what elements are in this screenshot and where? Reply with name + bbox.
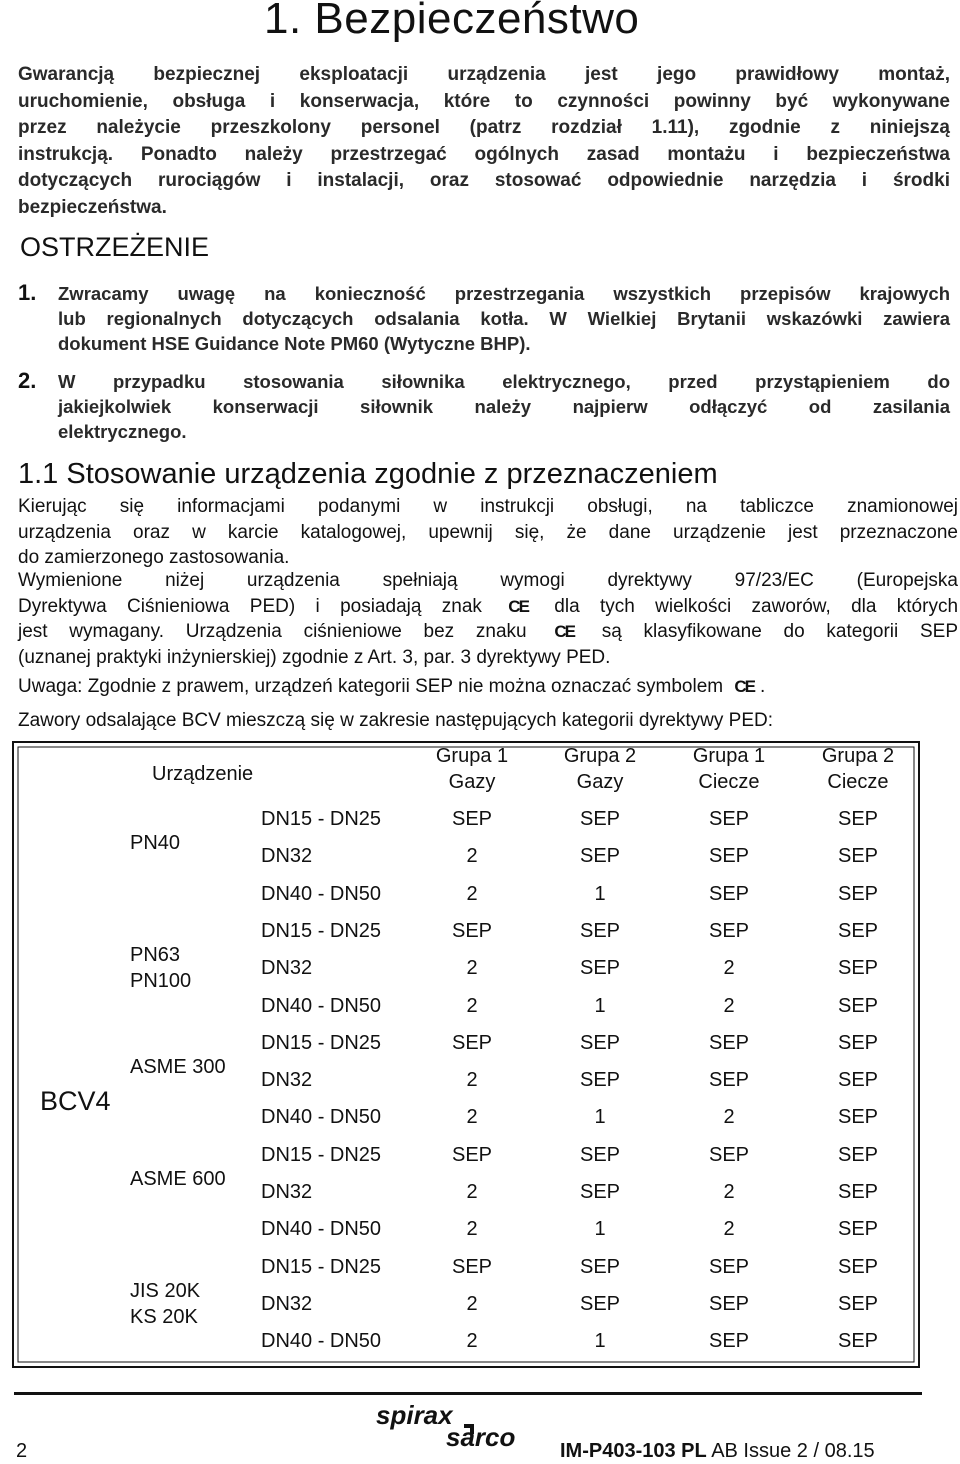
category-cell: 2 [723, 994, 735, 1017]
paragraph-line: dokument HSE Guidance Note PM60 (Wytyczne BHP). [58, 333, 531, 354]
size-label: DN40 - DN50 [261, 882, 382, 905]
category-cell: 2 [466, 1106, 478, 1129]
size-label: DN40 - DN50 [261, 994, 382, 1017]
category-cell: 1 [594, 1330, 606, 1353]
paragraph-line: lub regionalnych dotyczących odsalania kotła. W Wielkiej Brytanii wskazówki zawiera [58, 308, 950, 329]
rating-label: ASME 300 [130, 1055, 226, 1078]
paragraph-line: przez należycie przeszkolony personel (patrz rozdział 1.11), zgodnie z niniejszą [18, 117, 950, 138]
paragraph-line: dotyczących rurociągów i instalacji, oraz stosować odpowiednie narzędzia i środki [18, 170, 950, 191]
category-cell: SEP [451, 919, 493, 942]
paragraph-line: instrukcją. Ponadto należy przestrzegać ogólnych zasad montażu i bezpieczeństwa [18, 143, 950, 165]
category-cell: 2 [723, 957, 735, 980]
model-label: BCV4 [40, 1086, 111, 1116]
column-header: Gazy [576, 771, 624, 793]
category-cell: SEP [837, 1292, 879, 1315]
paragraph-line: Gwarancją bezpiecznej eksploatacji urządzenia jest jego prawidłowy montaż, [18, 64, 950, 85]
category-cell: 2 [466, 957, 478, 980]
rating-label: PN63 [130, 943, 181, 966]
category-cell: SEP [451, 808, 493, 830]
paragraph-line: Wymienione niżej urządzenia spełniają wymogi dyrektywy 97/23/EC (Europejska [18, 570, 958, 591]
paragraph-line: (uznanej praktyki inżynierskiej) zgodnie z Art. 3, par. 3 dyrektywy PED. [18, 646, 611, 668]
category-cell: SEP [708, 1292, 750, 1315]
category-cell: SEP [837, 1181, 879, 1203]
paragraph-line: jest wymagany. Urządzenia ciśnieniowe bez znaku CE są klasyfikowane do kategorii SEP [18, 619, 958, 645]
category-cell: 2 [466, 1330, 478, 1353]
rating-label: KS 20K [130, 1305, 198, 1328]
category-cell: 1 [594, 882, 606, 905]
logo-text-top: spirax [376, 1400, 453, 1430]
paragraph-line: jakiejkolwiek konserwacji siłownik należy najpierw odłączyć od zasilania [58, 396, 950, 417]
category-cell: SEP [579, 845, 621, 868]
category-cell: 2 [723, 1218, 735, 1241]
category-cell: SEP [837, 957, 879, 980]
category-cell: SEP [708, 882, 750, 905]
paragraph-line: do zamierzonego zastosowania. [18, 547, 290, 568]
category-cell: SEP [708, 1330, 750, 1353]
category-cell: 2 [466, 882, 478, 905]
column-header: Ciecze [827, 771, 889, 793]
category-cell: SEP [451, 1031, 493, 1054]
size-label: DN32 [261, 957, 313, 980]
size-label: DN40 - DN50 [261, 1106, 382, 1129]
column-header: Grupa 1 [692, 745, 766, 767]
page-title: 1. Bezpieczeństwo [264, 0, 640, 43]
category-cell: SEP [837, 1143, 879, 1166]
category-cell: SEP [708, 845, 750, 868]
size-label: DN15 - DN25 [261, 1031, 382, 1054]
category-cell: SEP [579, 1031, 621, 1054]
category-cell: SEP [837, 1218, 879, 1241]
intro-paragraph [18, 62, 950, 221]
paragraph-line: bezpieczeństwa. [18, 196, 167, 218]
category-cell: 1 [594, 994, 606, 1017]
column-header: Grupa 1 [435, 745, 509, 767]
category-cell: 2 [466, 1181, 478, 1203]
paragraph-line: Zwracamy uwagę na konieczność przestrzegania wszystkich przepisów krajowych [58, 283, 950, 304]
category-cell: 2 [466, 1218, 478, 1241]
size-label: DN15 - DN25 [261, 1143, 382, 1166]
paragraph-line: Kierując się informacjami podanymi w instrukcji obsługi, na tabliczce znamionowej [18, 496, 958, 517]
rating-label: PN100 [130, 969, 192, 992]
category-cell: SEP [579, 1292, 621, 1315]
category-cell: SEP [837, 919, 879, 942]
category-cell: 2 [466, 1292, 478, 1315]
note-line: Uwaga: Zgodnie z prawem, urządzeń kategorii SEP nie można oznaczać symbolem CE . [18, 676, 766, 697]
spirax-sarco-logo [372, 1400, 552, 1450]
size-label: DN40 - DN50 [261, 1330, 382, 1353]
paragraph-line: Dyrektywa Ciśnieniowa PED) i posiadają znak CE dla tych wielkości zaworów, dla których [18, 594, 958, 620]
category-cell: 2 [723, 1106, 735, 1129]
category-cell: SEP [708, 1143, 750, 1166]
size-label: DN15 - DN25 [261, 808, 382, 830]
category-cell: SEP [579, 957, 621, 980]
category-cell: SEP [451, 1255, 493, 1278]
category-cell: SEP [579, 1069, 621, 1092]
section-paragraph [18, 494, 958, 571]
category-cell: SEP [708, 1069, 750, 1092]
warning-item-text [58, 281, 950, 356]
section-title: 1.1 Stosowanie urządzenia zgodnie z przeznaczeniem [18, 458, 718, 490]
rating-label: PN40 [130, 832, 181, 854]
rating-label: JIS 20K [130, 1279, 201, 1302]
category-cell: SEP [451, 1143, 493, 1166]
warning-item-number: 2. [18, 368, 37, 393]
size-label: DN40 - DN50 [261, 1218, 382, 1241]
column-header: Ciecze [698, 771, 760, 793]
category-cell: SEP [837, 808, 879, 830]
ce-mark-icon: CE [508, 596, 528, 616]
category-cell: SEP [837, 1106, 879, 1129]
category-cell: SEP [708, 1255, 750, 1278]
paragraph-line: uruchomienie, obsługa i konserwacja, które to czynności powinny być wykonywane [18, 90, 950, 112]
table-intro: Zawory odsalające BCV mieszczą się w zakresie następujących kategorii dyrektywy PED: [18, 710, 774, 731]
category-cell: 2 [466, 845, 478, 868]
category-cell: 1 [594, 1106, 606, 1129]
category-cell: SEP [837, 1069, 879, 1092]
page-number: 2 [16, 1440, 28, 1462]
category-cell: 2 [466, 994, 478, 1017]
footer-divider [14, 1392, 922, 1395]
category-cell: SEP [708, 808, 750, 830]
paragraph-line: W przypadku stosowania siłownika elektrycznego, przed przystąpieniem do [58, 371, 950, 392]
ce-mark-icon: CE [734, 677, 755, 696]
category-cell: SEP [708, 1031, 750, 1054]
size-label: DN15 - DN25 [261, 1255, 382, 1278]
category-cell: SEP [579, 1181, 621, 1203]
category-cell: SEP [708, 919, 750, 942]
category-cell: SEP [579, 919, 621, 942]
size-label: DN32 [261, 845, 313, 868]
category-cell: SEP [579, 1143, 621, 1166]
size-label: DN15 - DN25 [261, 919, 382, 942]
category-cell: SEP [837, 882, 879, 905]
size-label: DN32 [261, 1292, 313, 1315]
warning-item-text [58, 369, 950, 444]
category-cell: SEP [837, 845, 879, 868]
category-cell: 2 [466, 1069, 478, 1092]
category-cell: SEP [837, 1031, 879, 1054]
size-label: DN32 [261, 1181, 313, 1203]
ped-category-table [12, 741, 920, 1368]
category-cell: SEP [837, 994, 879, 1017]
category-cell: 1 [594, 1218, 606, 1241]
directive-paragraph [18, 568, 958, 670]
category-cell: 2 [723, 1181, 735, 1203]
warning-title: OSTRZEŻENIE [20, 232, 210, 262]
rating-label: ASME 600 [130, 1167, 226, 1190]
column-header: Gazy [448, 771, 496, 793]
category-cell: SEP [837, 1255, 879, 1278]
ce-mark-icon: CE [554, 622, 574, 641]
category-cell: SEP [579, 1255, 621, 1278]
column-header: Grupa 2 [563, 745, 637, 767]
device-header: Urządzenie [152, 763, 254, 785]
paragraph-line: urządzenia oraz w karcie katalogowej, upewnij się, że dane urządzenie jest przeznaczone [18, 521, 958, 543]
document-id: IM-P403-103 PL AB Issue 2 / 08.15 [560, 1440, 875, 1462]
category-cell: SEP [579, 808, 621, 830]
category-cell: SEP [837, 1330, 879, 1353]
size-label: DN32 [261, 1069, 313, 1092]
column-header: Grupa 2 [821, 745, 895, 767]
logo-text-bottom: sarco [446, 1422, 516, 1450]
paragraph-line: elektrycznego. [58, 421, 187, 442]
warning-item-number: 1. [18, 280, 37, 305]
